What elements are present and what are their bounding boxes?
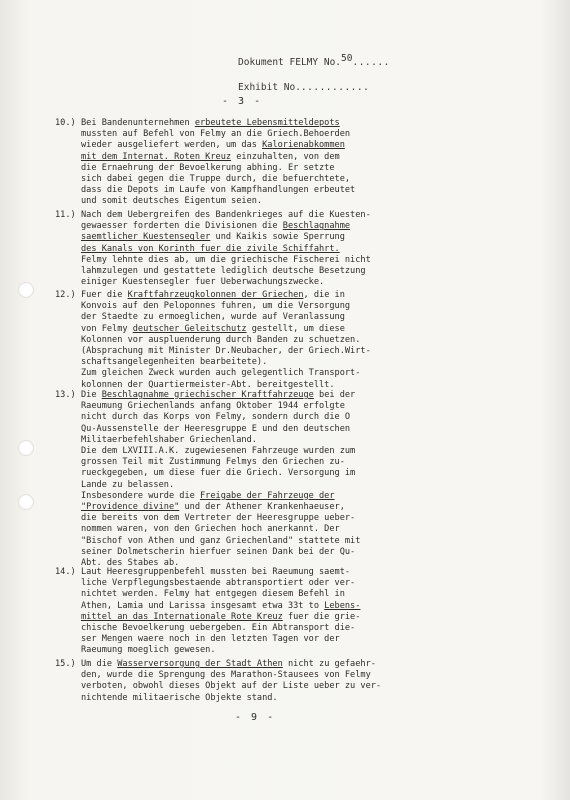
text-run: Konvois auf den Peloponnes fuhren, um die Versorgung xyxy=(81,301,351,312)
dokument-dots: ...... xyxy=(352,57,390,68)
text-run: dass die Depots im Laufe von Kampfhandlungen erbeutet xyxy=(81,185,356,196)
text-run: Fuer die xyxy=(81,290,128,300)
text-line xyxy=(81,312,445,323)
text-line xyxy=(81,502,445,513)
text-line xyxy=(81,513,445,524)
page-number-top: - 3 - xyxy=(222,96,263,107)
paragraph-number: 14.) xyxy=(55,567,76,577)
dokument-no-label: No. xyxy=(323,57,342,68)
paragraph-number: 12.) xyxy=(55,290,76,300)
underlined-text: deutscher Geleitschutz xyxy=(132,323,247,334)
dokument-name: FELMY xyxy=(289,57,319,68)
text-run: Bei Bandenunternehmen xyxy=(81,118,195,128)
text-run: nichtet werden. Felmy hat entgegen diesem Befehl in xyxy=(81,589,345,600)
text-line xyxy=(81,152,445,163)
text-line xyxy=(81,357,445,368)
text-run: und Kaikis sowie Sperrung xyxy=(210,232,345,243)
text-run: Abt. des Stabes ab. xyxy=(81,558,180,569)
paragraph-15 xyxy=(55,659,445,704)
text-run: Lande zu belassen. xyxy=(81,479,175,490)
text-run: Kolonnen vor auspluenderung durch Banden zu schuetzen. xyxy=(81,334,361,345)
text-line xyxy=(81,645,445,656)
text-run: der Staedte zu ermoeglichen, wurde auf Veranlassung xyxy=(81,312,345,323)
text-line xyxy=(81,468,445,479)
text-run: und der Athener Krankenhaeuser, xyxy=(179,502,345,513)
document-header xyxy=(238,50,390,100)
text-line xyxy=(81,412,445,423)
text-line xyxy=(81,174,445,185)
underlined-text: Kraftfahrzeugkolonnen der Griechen xyxy=(127,290,304,300)
text-run: nicht durch das Korps von Felmy, sondern durch die O xyxy=(81,412,351,423)
text-line xyxy=(81,670,445,681)
text-line xyxy=(81,346,445,357)
text-line xyxy=(81,491,445,502)
underlined-text: Lebens- xyxy=(324,600,361,611)
underlined-text: des Kanals von Korinth fuer die zivile Schiffahrt. xyxy=(81,243,340,254)
text-line xyxy=(81,446,445,457)
text-run: die Ernaehrung der Bevoelkerung abhing. Er setzte xyxy=(81,162,335,173)
text-run: liche Verpflegungsbestaende abtransportiert oder ver- xyxy=(81,578,356,589)
punch-hole xyxy=(18,282,34,298)
text-run: einzuhalten, von dem xyxy=(231,151,340,162)
paragraph-number: 15.) xyxy=(55,659,76,669)
text-run: fuer die grie- xyxy=(282,611,361,622)
text-run: Nach dem Uebergreifen des Bandenkrieges auf die Kuesten- xyxy=(81,210,371,220)
text-run: Laut Heeresgruppenbefehl mussten bei Raeumung saemt- xyxy=(81,567,351,577)
text-line xyxy=(81,435,445,446)
text-run: Raeumung moeglich gewesen. xyxy=(81,645,216,656)
text-line xyxy=(81,693,445,704)
text-run: (Absprachung mit Minister Dr.Neubacher, der Griech.Wirt- xyxy=(81,346,371,357)
underlined-text: Beschlagnahme griechischer Kraftfahrzeuge xyxy=(101,390,314,400)
text-line xyxy=(81,659,445,670)
paragraph-13 xyxy=(55,390,445,569)
text-run: und somit deutsches Eigentum seien. xyxy=(81,196,263,207)
text-line xyxy=(81,118,445,129)
dokument-line xyxy=(238,50,390,75)
text-run: einiger Kuestensegler fuer Ueberwachungszwecke. xyxy=(81,277,325,288)
text-run: nommen waren, von den Griechen hoch anerkannt. Der xyxy=(81,524,340,535)
underlined-text: mit dem Internat. Roten Kreuz xyxy=(81,151,232,162)
paragraph-10 xyxy=(55,118,445,208)
underlined-text: "Providence divine" xyxy=(81,502,180,513)
underlined-text: saemtlicher Kuestensegler xyxy=(81,232,211,243)
text-run: nichtende militaerische Objekte stand. xyxy=(81,692,278,703)
text-line xyxy=(81,634,445,645)
text-line xyxy=(81,578,445,589)
text-line xyxy=(81,221,445,232)
text-run: grossen Teil mit Zustimmung Felmys den Griechen zu- xyxy=(81,457,345,468)
text-run: "Bischof von Athen und ganz Griechenland" stattete mit xyxy=(81,535,361,546)
text-run: Militaerbefehlshaber Griechenland. xyxy=(81,434,257,445)
underlined-text: Kalorienabkommen xyxy=(262,140,345,151)
text-line xyxy=(81,232,445,243)
text-run: Die xyxy=(81,390,102,400)
dokument-number: 50 xyxy=(341,53,353,64)
text-line xyxy=(81,196,445,207)
text-line xyxy=(81,567,445,578)
text-line xyxy=(81,335,445,346)
paragraph-number: 13.) xyxy=(55,390,76,400)
text-line xyxy=(81,368,445,379)
paragraph-12 xyxy=(55,290,445,391)
text-line xyxy=(81,589,445,600)
punch-hole xyxy=(18,494,34,510)
paragraph-11 xyxy=(55,210,445,288)
exhibit-dots: ........... xyxy=(300,82,370,93)
underlined-text: erbeutete Lebensmitteldepots xyxy=(194,118,340,128)
text-run: Athen, Lamia und Larissa insgesamt etwa 33t to xyxy=(81,600,325,611)
text-line xyxy=(81,244,445,255)
text-run: Die dem LXVIII.A.K. zugewiesenen Fahrzeuge wurden zum xyxy=(81,446,356,457)
text-line xyxy=(81,480,445,491)
text-line xyxy=(81,140,445,151)
text-run: wieder ausgeliefert werden, um das xyxy=(81,140,263,151)
text-line xyxy=(81,547,445,558)
text-run: Um die xyxy=(81,659,118,669)
page-number-bottom: - 9 - xyxy=(235,712,276,723)
text-run: seiner Dolmetscherin hierfuer seinen Dank bei der Qu- xyxy=(81,546,356,557)
text-run: ser Mengen waere noch in den letzten Tagen vor der xyxy=(81,634,340,645)
text-run: chische Bevoelkerung uebergeben. Ein Abtransport die- xyxy=(81,623,356,634)
text-run: rueckgegeben, um diese fuer die Griech. Versorgung im xyxy=(81,468,356,479)
text-run: Qu-Aussenstelle der Heeresgruppe E und den deutschen xyxy=(81,423,351,434)
text-line xyxy=(81,324,445,335)
text-line xyxy=(81,401,445,412)
text-run: Zum gleichen Zweck wurden auch gelegentlich Transport- xyxy=(81,368,361,379)
text-line xyxy=(81,290,445,301)
text-line xyxy=(81,424,445,435)
text-run: kolonnen der Quartiermeister-Abt. bereitgestellt. xyxy=(81,379,335,390)
paragraph-number: 10.) xyxy=(55,118,76,128)
underlined-text: mittel an das Internationale Rote Kreuz xyxy=(81,611,283,622)
text-run: die bereits von dem Vertreter der Heeresgruppe ueber- xyxy=(81,513,356,524)
text-run: lahmzulegen und gestattete lediglich deutsche Besetzung xyxy=(81,266,366,277)
text-line xyxy=(81,457,445,468)
text-run: gewaesser forderten die Divisionen die xyxy=(81,221,283,232)
text-run: nicht zu gefaehr- xyxy=(282,659,376,669)
text-run: sich dabei gegen die Truppe durch, die befuerchtete, xyxy=(81,174,351,185)
text-run: , die in xyxy=(303,290,345,300)
text-line xyxy=(81,601,445,612)
text-line xyxy=(81,185,445,196)
punch-hole xyxy=(18,440,34,456)
text-line xyxy=(81,301,445,312)
text-line xyxy=(81,129,445,140)
text-line xyxy=(81,277,445,288)
dokument-label: Dokument xyxy=(238,57,284,68)
text-line xyxy=(81,255,445,266)
underlined-text: Freigabe der Fahrzeuge der xyxy=(200,490,335,501)
text-line xyxy=(81,163,445,174)
text-run: von Felmy xyxy=(81,323,133,334)
text-run: Insbesondere wurde die xyxy=(81,490,200,501)
text-line xyxy=(81,266,445,277)
text-run: verboten, obwohl dieses Objekt auf der Liste ueber zu ver- xyxy=(81,681,382,692)
text-line xyxy=(81,524,445,535)
text-run: schaftsangelegenheiten bearbeitete). xyxy=(81,357,268,368)
paragraph-number: 11.) xyxy=(55,210,76,220)
text-line xyxy=(81,536,445,547)
text-run: Felmy lehnte dies ab, um die griechische Fischerei nicht xyxy=(81,254,371,265)
text-run: Raeumung Griechenlands anfang Oktober 1944 erfolgte xyxy=(81,401,345,412)
text-line xyxy=(81,623,445,634)
text-line xyxy=(81,210,445,221)
text-line xyxy=(81,612,445,623)
text-run: bei der xyxy=(313,390,356,400)
paragraph-14 xyxy=(55,567,445,657)
text-line xyxy=(81,681,445,692)
text-run: den, wurde die Sprengung des Marathon-Stausees von Felmy xyxy=(81,670,371,681)
underlined-text: Beschlagnahme xyxy=(282,221,351,232)
text-line xyxy=(81,390,445,401)
text-run: mussten auf Befehl von Felmy an die Griech.Behoerden xyxy=(81,129,351,140)
underlined-text: Wasserversorgung der Stadt Athen xyxy=(117,659,283,669)
text-run: gestellt, um diese xyxy=(246,323,345,334)
exhibit-label: Exhibit No. xyxy=(238,82,301,93)
